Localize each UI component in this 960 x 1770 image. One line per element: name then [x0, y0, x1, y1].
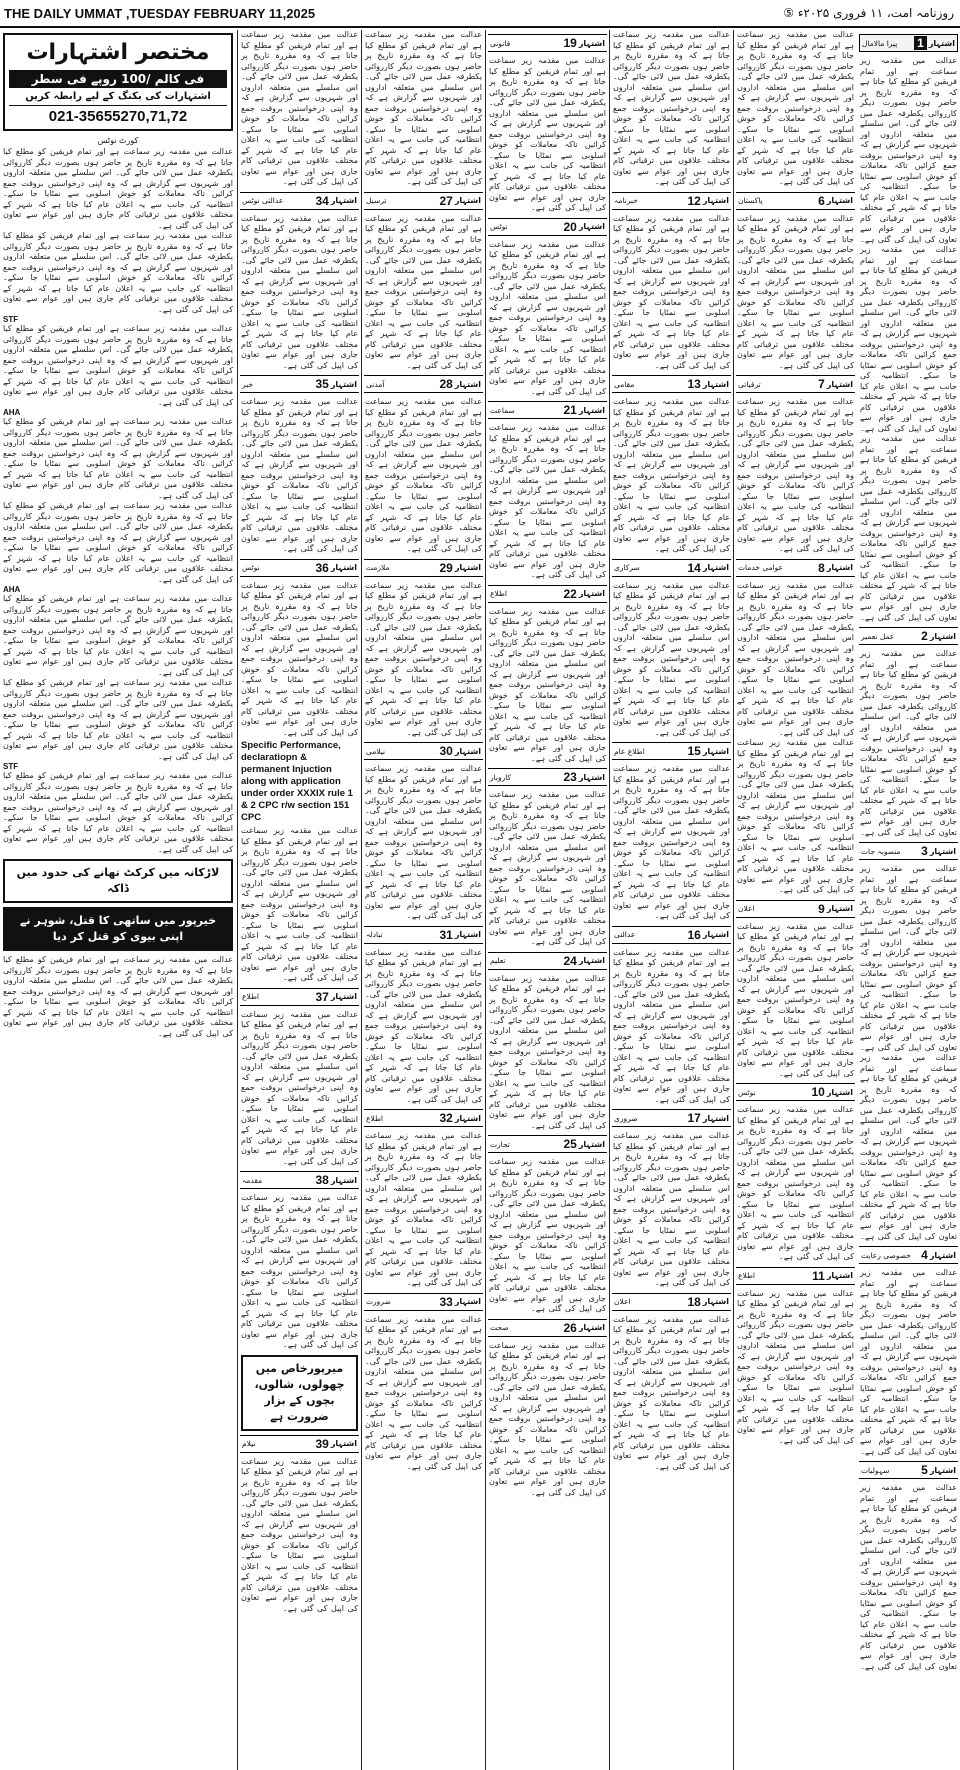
classifieds-page [0, 30, 960, 1770]
column-4: اشتہار 19 قانونی عدالت میں مقدمہ زیر سماعت ہے اور تمام فریقین کو مطلع کیا جاتا ہے کہ وہ مقررہ تاریخ پر حاضر ہوں بصورت دیگر کارروائی یکطرفہ عمل میں لائی جائے گی۔ اس سلسلے میں متعلقہ اداروں اور شہریوں سے گزارش ہے کہ وہ اپنی درخواستیں بروقت جمع کرائیں تاکہ معاملات کو خوش اسلوبی سے نمٹایا جا سکے۔ انتظامیہ کی جانب سے یہ اعلان عام کیا جاتا ہے کہ شہر کے مختلف علاقوں میں ترقیاتی کام جاری ہیں اور عوام سے تعاون کی اپیل کی گئی ہے۔ اشتہار 20 نوٹس عدالت میں مقدمہ زیر سماعت ہے اور تمام فریقین کو مطلع کیا جاتا ہے کہ وہ مقررہ تاریخ پر حاضر ہوں بصورت دیگر کارروائی یکطرفہ عمل میں لائی جائے گی۔ اس سلسلے میں متعلقہ اداروں اور شہریوں سے گزارش ہے کہ وہ اپنی درخواستیں بروقت جمع کرائیں تاکہ معاملات کو خوش اسلوبی سے نمٹایا جا سکے۔ انتظامیہ کی جانب سے یہ اعلان عام کیا جاتا ہے کہ شہر کے مختلف علاقوں میں ترقیاتی کام جاری ہیں اور عوام سے تعاون کی اپیل کی گئی ہے۔ اشتہار 21 سماعت عدالت میں مقدمہ زیر سماعت ہے اور تمام فریقین کو مطلع کیا جاتا ہے کہ وہ مقررہ تاریخ پر حاضر ہوں بصورت دیگر کارروائی یکطرفہ عمل میں لائی جائے گی۔ اس سلسلے میں متعلقہ اداروں اور شہریوں سے گزارش ہے کہ وہ اپنی درخواستیں بروقت جمع کرائیں تاکہ معاملات کو خوش اسلوبی سے نمٹایا جا سکے۔ انتظامیہ کی جانب سے یہ اعلان عام کیا جاتا ہے کہ شہر کے مختلف علاقوں میں ترقیاتی کام جاری ہیں اور عوام سے تعاون کی اپیل کی گئی ہے۔ اشتہار 22 اطلاع عدالت میں مقدمہ زیر سماعت ہے اور تمام فریقین کو مطلع کیا جاتا ہے کہ وہ مقررہ تاریخ پر حاضر ہوں بصورت دیگر کارروائی یکطرفہ عمل میں لائی جائے گی۔ اس سلسلے میں متعلقہ اداروں اور شہریوں سے گزارش ہے کہ وہ اپنی درخواستیں بروقت جمع کرائیں تاکہ معاملات کو خوش اسلوبی سے نمٹایا جا سکے۔ انتظامیہ کی جانب سے یہ اعلان عام کیا جاتا ہے کہ شہر کے مختلف علاقوں میں ترقیاتی کام جاری ہیں اور عوام سے تعاون کی اپیل کی گئی ہے۔ اشتہار 23 کاروبار عدالت میں مقدمہ زیر سماعت ہے اور تمام فریقین کو مطلع کیا جاتا ہے کہ وہ مقررہ تاریخ پر حاضر ہوں بصورت دیگر کارروائی یکطرفہ عمل میں لائی جائے گی۔ اس سلسلے میں متعلقہ اداروں اور شہریوں سے گزارش ہے کہ وہ اپنی درخواستیں بروقت جمع کرائیں تاکہ معاملات کو خوش اسلوبی سے نمٹایا جا سکے۔ انتظامیہ کی جانب سے یہ اعلان عام کیا جاتا ہے کہ شہر کے مختلف علاقوں میں ترقیاتی کام جاری ہیں اور عوام سے تعاون کی اپیل کی گئی ہے۔ اشتہار 24 تعلیم عدالت میں مقدمہ زیر سماعت ہے اور تمام فریقین کو مطلع کیا جاتا ہے کہ وہ مقررہ تاریخ پر حاضر ہوں بصورت دیگر کارروائی یکطرفہ عمل میں لائی جائے گی۔ اس سلسلے میں متعلقہ اداروں اور شہریوں سے گزارش ہے کہ وہ اپنی درخواستیں بروقت جمع کرائیں تاکہ معاملات کو خوش اسلوبی سے نمٹایا جا سکے۔ انتظامیہ کی جانب سے یہ اعلان عام کیا جاتا ہے کہ شہر کے مختلف علاقوں میں ترقیاتی کام جاری ہیں اور عوام سے تعاون کی اپیل کی گئی ہے۔ اشتہار 25 تجارت عدالت میں مقدمہ زیر سماعت ہے اور تمام فریقین کو مطلع کیا جاتا ہے کہ وہ مقررہ تاریخ پر حاضر ہوں بصورت دیگر کارروائی یکطرفہ عمل میں لائی جائے گی۔ اس سلسلے میں متعلقہ اداروں اور شہریوں سے گزارش ہے کہ وہ اپنی درخواستیں بروقت جمع کرائیں تاکہ معاملات کو خوش اسلوبی سے نمٹایا جا سکے۔ انتظامیہ کی جانب سے یہ اعلان عام کیا جاتا ہے کہ شہر کے مختلف علاقوں میں ترقیاتی کام جاری ہیں اور عوام سے تعاون کی اپیل کی گئی ہے۔ اشتہار 26 صحت عدالت میں مقدمہ زیر سماعت ہے اور تمام فریقین کو مطلع کیا جاتا ہے کہ وہ مقررہ تاریخ پر حاضر ہوں بصورت دیگر کارروائی یکطرفہ عمل میں لائی جائے گی۔ اس سلسلے میں متعلقہ اداروں اور شہریوں سے گزارش ہے کہ وہ اپنی درخواستیں بروقت جمع کرائیں تاکہ معاملات کو خوش اسلوبی سے نمٹایا جا سکے۔ انتظامیہ کی جانب سے یہ اعلان عام کیا جاتا ہے کہ شہر کے مختلف علاقوں میں ترقیاتی کام جاری ہیں اور عوام سے تعاون کی اپیل کی گئی ہے۔ [485, 30, 609, 1770]
column-6: عدالت میں مقدمہ زیر سماعت ہے اور تمام فریقین کو مطلع کیا جاتا ہے کہ وہ مقررہ تاریخ پر حاضر ہوں بصورت دیگر کارروائی یکطرفہ عمل میں لائی جائے گی۔ اس سلسلے میں متعلقہ اداروں اور شہریوں سے گزارش ہے کہ وہ اپنی درخواستیں بروقت جمع کرائیں تاکہ معاملات کو خوش اسلوبی سے نمٹایا جا سکے۔ انتظامیہ کی جانب سے یہ اعلان عام کیا جاتا ہے کہ شہر کے مختلف علاقوں میں ترقیاتی کام جاری ہیں اور عوام سے تعاون کی اپیل کی گئی ہے۔ اشتہار 34 عدالتی نوٹس عدالت میں مقدمہ زیر سماعت ہے اور تمام فریقین کو مطلع کیا جاتا ہے کہ وہ مقررہ تاریخ پر حاضر ہوں بصورت دیگر کارروائی یکطرفہ عمل میں لائی جائے گی۔ اس سلسلے میں متعلقہ اداروں اور شہریوں سے گزارش ہے کہ وہ اپنی درخواستیں بروقت جمع کرائیں تاکہ معاملات کو خوش اسلوبی سے نمٹایا جا سکے۔ انتظامیہ کی جانب سے یہ اعلان عام کیا جاتا ہے کہ شہر کے مختلف علاقوں میں ترقیاتی کام جاری ہیں اور عوام سے تعاون کی اپیل کی گئی ہے۔ اشتہار 35 خبر عدالت میں مقدمہ زیر سماعت ہے اور تمام فریقین کو مطلع کیا جاتا ہے کہ وہ مقررہ تاریخ پر حاضر ہوں بصورت دیگر کارروائی یکطرفہ عمل میں لائی جائے گی۔ اس سلسلے میں متعلقہ اداروں اور شہریوں سے گزارش ہے کہ وہ اپنی درخواستیں بروقت جمع کرائیں تاکہ معاملات کو خوش اسلوبی سے نمٹایا جا سکے۔ انتظامیہ کی جانب سے یہ اعلان عام کیا جاتا ہے کہ شہر کے مختلف علاقوں میں ترقیاتی کام جاری ہیں اور عوام سے تعاون کی اپیل کی گئی ہے۔ اشتہار 36 نوٹس عدالت میں مقدمہ زیر سماعت ہے اور تمام فریقین کو مطلع کیا جاتا ہے کہ وہ مقررہ تاریخ پر حاضر ہوں بصورت دیگر کارروائی یکطرفہ عمل میں لائی جائے گی۔ اس سلسلے میں متعلقہ اداروں اور شہریوں سے گزارش ہے کہ وہ اپنی درخواستیں بروقت جمع کرائیں تاکہ معاملات کو خوش اسلوبی سے نمٹایا جا سکے۔ انتظامیہ کی جانب سے یہ اعلان عام کیا جاتا ہے کہ شہر کے مختلف علاقوں میں ترقیاتی کام جاری ہیں اور عوام سے تعاون کی اپیل کی گئی ہے۔ Specific Performance, declaratiopn & permanent Injuction along with application under order XXXIX rule 1 & 2 CPC r/w section 151 CPC عدالت میں مقدمہ زیر سماعت ہے اور تمام فریقین کو مطلع کیا جاتا ہے کہ وہ مقررہ تاریخ پر حاضر ہوں بصورت دیگر کارروائی یکطرفہ عمل میں لائی جائے گی۔ اس سلسلے میں متعلقہ اداروں اور شہریوں سے گزارش ہے کہ وہ اپنی درخواستیں بروقت جمع کرائیں تاکہ معاملات کو خوش اسلوبی سے نمٹایا جا سکے۔ انتظامیہ کی جانب سے یہ اعلان عام کیا جاتا ہے کہ شہر کے مختلف علاقوں میں ترقیاتی کام جاری ہیں اور عوام سے تعاون کی اپیل کی گئی ہے۔ اشتہار 37 اطلاع عدالت میں مقدمہ زیر سماعت ہے اور تمام فریقین کو مطلع کیا جاتا ہے کہ وہ مقررہ تاریخ پر حاضر ہوں بصورت دیگر کارروائی یکطرفہ عمل میں لائی جائے گی۔ اس سلسلے میں متعلقہ اداروں اور شہریوں سے گزارش ہے کہ وہ اپنی درخواستیں بروقت جمع کرائیں تاکہ معاملات کو خوش اسلوبی سے نمٹایا جا سکے۔ انتظامیہ کی جانب سے یہ اعلان عام کیا جاتا ہے کہ شہر کے مختلف علاقوں میں ترقیاتی کام جاری ہیں اور عوام سے تعاون کی اپیل کی گئی ہے۔ اشتہار 38 مقدمہ عدالت میں مقدمہ زیر سماعت ہے اور تمام فریقین کو مطلع کیا جاتا ہے کہ وہ مقررہ تاریخ پر حاضر ہوں بصورت دیگر کارروائی یکطرفہ عمل میں لائی جائے گی۔ اس سلسلے میں متعلقہ اداروں اور شہریوں سے گزارش ہے کہ وہ اپنی درخواستیں بروقت جمع کرائیں تاکہ معاملات کو خوش اسلوبی سے نمٹایا جا سکے۔ انتظامیہ کی جانب سے یہ اعلان عام کیا جاتا ہے کہ شہر کے مختلف علاقوں میں ترقیاتی کام جاری ہیں اور عوام سے تعاون کی اپیل کی گئی ہے۔ میرپورخاص میں چھولوں، شالوں، بچوں کے بزار ضرورت ہے اشتہار 39 نیلام عدالت میں مقدمہ زیر سماعت ہے اور تمام فریقین کو مطلع کیا جاتا ہے کہ وہ مقررہ تاریخ پر حاضر ہوں بصورت دیگر کارروائی یکطرفہ عمل میں لائی جائے گی۔ اس سلسلے میں متعلقہ اداروں اور شہریوں سے گزارش ہے کہ وہ اپنی درخواستیں بروقت جمع کرائیں تاکہ معاملات کو خوش اسلوبی سے نمٹایا جا سکے۔ انتظامیہ کی جانب سے یہ اعلان عام کیا جاتا ہے کہ شہر کے مختلف علاقوں میں ترقیاتی کام جاری ہیں اور عوام سے تعاون کی اپیل کی گئی ہے۔ [237, 30, 361, 1770]
ad-header: اشتہار 3 منصوبہ جات [861, 844, 956, 858]
ad-header: اشتہار 1 پیرا مالامال [859, 34, 958, 52]
ad-header: اشتہار 2 عمل تعمیر [861, 629, 956, 643]
classifieds-masthead [3, 33, 233, 131]
ad-header: اشتہار 37 اطلاع [242, 989, 357, 1004]
column-3: عدالت میں مقدمہ زیر سماعت ہے اور تمام فریقین کو مطلع کیا جاتا ہے کہ وہ مقررہ تاریخ پر حاضر ہوں بصورت دیگر کارروائی یکطرفہ عمل میں لائی جائے گی۔ اس سلسلے میں متعلقہ اداروں اور شہریوں سے گزارش ہے کہ وہ اپنی درخواستیں بروقت جمع کرائیں تاکہ معاملات کو خوش اسلوبی سے نمٹایا جا سکے۔ انتظامیہ کی جانب سے یہ اعلان عام کیا جاتا ہے کہ شہر کے مختلف علاقوں میں ترقیاتی کام جاری ہیں اور عوام سے تعاون کی اپیل کی گئی ہے۔ اشتہار 12 خبرنامہ عدالت میں مقدمہ زیر سماعت ہے اور تمام فریقین کو مطلع کیا جاتا ہے کہ وہ مقررہ تاریخ پر حاضر ہوں بصورت دیگر کارروائی یکطرفہ عمل میں لائی جائے گی۔ اس سلسلے میں متعلقہ اداروں اور شہریوں سے گزارش ہے کہ وہ اپنی درخواستیں بروقت جمع کرائیں تاکہ معاملات کو خوش اسلوبی سے نمٹایا جا سکے۔ انتظامیہ کی جانب سے یہ اعلان عام کیا جاتا ہے کہ شہر کے مختلف علاقوں میں ترقیاتی کام جاری ہیں اور عوام سے تعاون کی اپیل کی گئی ہے۔ اشتہار 13 مقامی عدالت میں مقدمہ زیر سماعت ہے اور تمام فریقین کو مطلع کیا جاتا ہے کہ وہ مقررہ تاریخ پر حاضر ہوں بصورت دیگر کارروائی یکطرفہ عمل میں لائی جائے گی۔ اس سلسلے میں متعلقہ اداروں اور شہریوں سے گزارش ہے کہ وہ اپنی درخواستیں بروقت جمع کرائیں تاکہ معاملات کو خوش اسلوبی سے نمٹایا جا سکے۔ انتظامیہ کی جانب سے یہ اعلان عام کیا جاتا ہے کہ شہر کے مختلف علاقوں میں ترقیاتی کام جاری ہیں اور عوام سے تعاون کی اپیل کی گئی ہے۔ اشتہار 14 سرکاری عدالت میں مقدمہ زیر سماعت ہے اور تمام فریقین کو مطلع کیا جاتا ہے کہ وہ مقررہ تاریخ پر حاضر ہوں بصورت دیگر کارروائی یکطرفہ عمل میں لائی جائے گی۔ اس سلسلے میں متعلقہ اداروں اور شہریوں سے گزارش ہے کہ وہ اپنی درخواستیں بروقت جمع کرائیں تاکہ معاملات کو خوش اسلوبی سے نمٹایا جا سکے۔ انتظامیہ کی جانب سے یہ اعلان عام کیا جاتا ہے کہ شہر کے مختلف علاقوں میں ترقیاتی کام جاری ہیں اور عوام سے تعاون کی اپیل کی گئی ہے۔ اشتہار 15 اطلاع عام عدالت میں مقدمہ زیر سماعت ہے اور تمام فریقین کو مطلع کیا جاتا ہے کہ وہ مقررہ تاریخ پر حاضر ہوں بصورت دیگر کارروائی یکطرفہ عمل میں لائی جائے گی۔ اس سلسلے میں متعلقہ اداروں اور شہریوں سے گزارش ہے کہ وہ اپنی درخواستیں بروقت جمع کرائیں تاکہ معاملات کو خوش اسلوبی سے نمٹایا جا سکے۔ انتظامیہ کی جانب سے یہ اعلان عام کیا جاتا ہے کہ شہر کے مختلف علاقوں میں ترقیاتی کام جاری ہیں اور عوام سے تعاون کی اپیل کی گئی ہے۔ اشتہار 16 عدالتی عدالت میں مقدمہ زیر سماعت ہے اور تمام فریقین کو مطلع کیا جاتا ہے کہ وہ مقررہ تاریخ پر حاضر ہوں بصورت دیگر کارروائی یکطرفہ عمل میں لائی جائے گی۔ اس سلسلے میں متعلقہ اداروں اور شہریوں سے گزارش ہے کہ وہ اپنی درخواستیں بروقت جمع کرائیں تاکہ معاملات کو خوش اسلوبی سے نمٹایا جا سکے۔ انتظامیہ کی جانب سے یہ اعلان عام کیا جاتا ہے کہ شہر کے مختلف علاقوں میں ترقیاتی کام جاری ہیں اور عوام سے تعاون کی اپیل کی گئی ہے۔ اشتہار 17 ضروری عدالت میں مقدمہ زیر سماعت ہے اور تمام فریقین کو مطلع کیا جاتا ہے کہ وہ مقررہ تاریخ پر حاضر ہوں بصورت دیگر کارروائی یکطرفہ عمل میں لائی جائے گی۔ اس سلسلے میں متعلقہ اداروں اور شہریوں سے گزارش ہے کہ وہ اپنی درخواستیں بروقت جمع کرائیں تاکہ معاملات کو خوش اسلوبی سے نمٹایا جا سکے۔ انتظامیہ کی جانب سے یہ اعلان عام کیا جاتا ہے کہ شہر کے مختلف علاقوں میں ترقیاتی کام جاری ہیں اور عوام سے تعاون کی اپیل کی گئی ہے۔ اشتہار 18 اعلان عدالت میں مقدمہ زیر سماعت ہے اور تمام فریقین کو مطلع کیا جاتا ہے کہ وہ مقررہ تاریخ پر حاضر ہوں بصورت دیگر کارروائی یکطرفہ عمل میں لائی جائے گی۔ اس سلسلے میں متعلقہ اداروں اور شہریوں سے گزارش ہے کہ وہ اپنی درخواستیں بروقت جمع کرائیں تاکہ معاملات کو خوش اسلوبی سے نمٹایا جا سکے۔ انتظامیہ کی جانب سے یہ اعلان عام کیا جاتا ہے کہ شہر کے مختلف علاقوں میں ترقیاتی کام جاری ہیں اور عوام سے تعاون کی اپیل کی گئی ہے۔ [609, 30, 733, 1770]
ad-header: اشتہار 21 سماعت [490, 403, 605, 417]
ad-header: اشتہار 5 سہولیات [861, 1463, 956, 1477]
ad-header: اشتہار 24 تعلیم [490, 953, 605, 968]
banner-ad: خیرپور میں ساتھی کا قتل، شوہر نے اپنی بیوی کو قتل کر دیا [3, 907, 233, 951]
ad-header: اشتہار 4 خصوصی رعایت [861, 1248, 956, 1262]
ad-header: اشتہار 27 ترسیل [366, 193, 481, 208]
ad-body: عدالت میں مقدمہ زیر سماعت ہے اور تمام فریقین کو مطلع کیا جاتا ہے کہ وہ مقررہ تاریخ پر حاضر ہوں بصورت دیگر کارروائی یکطرفہ عمل میں لائی جائے گی۔ اس سلسلے میں متعلقہ اداروں اور شہریوں سے گزارش ہے کہ وہ اپنی درخواستیں بروقت جمع کرائیں تاکہ معاملات کو خوش اسلوبی سے نمٹایا جا سکے۔ انتظامیہ کی جانب سے یہ اعلان عام کیا جاتا ہے کہ شہر کے مختلف علاقوں میں ترقیاتی کام جاری ہیں اور عوام سے تعاون کی اپیل کی گئی ہے۔ [860, 56, 957, 244]
ad-header: اشتہار 31 تبادلہ [366, 927, 481, 942]
ad-header: اشتہار 15 اطلاع عام [614, 744, 729, 758]
masthead-contact: اشتہارات کی بکنگ کے لیے رابطہ کریں [25, 91, 211, 102]
ad-header: اشتہار 19 قانونی [490, 36, 605, 50]
ad-header: اشتہار 23 کاروبار [490, 770, 605, 784]
ad-header: اشتہار 14 سرکاری [614, 560, 729, 575]
ad-header: اشتہار 28 آمدنی [366, 377, 481, 391]
newspaper-date-urdu: روزنامہ امت، ۱۱ فروری ۲۰۲۵ء ⑤ [783, 6, 954, 20]
ad-header: اشتہار 36 نوٹس [242, 560, 357, 575]
ad-header: اشتہار 25 تجارت [490, 1137, 605, 1151]
ad-header: اشتہار 7 ترقیاتی [738, 377, 853, 391]
banner-ad: لاڑکانہ میں کرکٹ تھانے کی حدود میں ڈاکہ [3, 859, 233, 903]
column-1: اشتہار 1 پیرا مالامال عدالت میں مقدمہ زیر سماعت ہے اور تمام فریقین کو مطلع کیا جاتا ہے کہ وہ مقررہ تاریخ پر حاضر ہوں بصورت دیگر کارروائی یکطرفہ عمل میں لائی جائے گی۔ اس سلسلے میں متعلقہ اداروں اور شہریوں سے گزارش ہے کہ وہ اپنی درخواستیں بروقت جمع کرائیں تاکہ معاملات کو خوش اسلوبی سے نمٹایا جا سکے۔ انتظامیہ کی جانب سے یہ اعلان عام کیا جاتا ہے کہ شہر کے مختلف علاقوں میں ترقیاتی کام جاری ہیں اور عوام سے تعاون کی اپیل کی گئی ہے۔ عدالت میں مقدمہ زیر سماعت ہے اور تمام فریقین کو مطلع کیا جاتا ہے کہ وہ مقررہ تاریخ پر حاضر ہوں بصورت دیگر کارروائی یکطرفہ عمل میں لائی جائے گی۔ اس سلسلے میں متعلقہ اداروں اور شہریوں سے گزارش ہے کہ وہ اپنی درخواستیں بروقت جمع کرائیں تاکہ معاملات کو خوش اسلوبی سے نمٹایا جا سکے۔ انتظامیہ کی جانب سے یہ اعلان عام کیا جاتا ہے کہ شہر کے مختلف علاقوں میں ترقیاتی کام جاری ہیں اور عوام سے تعاون کی اپیل کی گئی ہے۔ عدالت میں مقدمہ زیر سماعت ہے اور تمام فریقین کو مطلع کیا جاتا ہے کہ وہ مقررہ تاریخ پر حاضر ہوں بصورت دیگر کارروائی یکطرفہ عمل میں لائی جائے گی۔ اس سلسلے میں متعلقہ اداروں اور شہریوں سے گزارش ہے کہ وہ اپنی درخواستیں بروقت جمع کرائیں تاکہ معاملات کو خوش اسلوبی سے نمٹایا جا سکے۔ انتظامیہ کی جانب سے یہ اعلان عام کیا جاتا ہے کہ شہر کے مختلف علاقوں میں ترقیاتی کام جاری ہیں اور عوام سے تعاون کی اپیل کی گئی ہے۔ اشتہار 2 عمل تعمیر عدالت میں مقدمہ زیر سماعت ہے اور تمام فریقین کو مطلع کیا جاتا ہے کہ وہ مقررہ تاریخ پر حاضر ہوں بصورت دیگر کارروائی یکطرفہ عمل میں لائی جائے گی۔ اس سلسلے میں متعلقہ اداروں اور شہریوں سے گزارش ہے کہ وہ اپنی درخواستیں بروقت جمع کرائیں تاکہ معاملات کو خوش اسلوبی سے نمٹایا جا سکے۔ انتظامیہ کی جانب سے یہ اعلان عام کیا جاتا ہے کہ شہر کے مختلف علاقوں میں ترقیاتی کام جاری ہیں اور عوام سے تعاون کی اپیل کی گئی ہے۔ اشتہار 3 منصوبہ جات عدالت میں مقدمہ زیر سماعت ہے اور تمام فریقین کو مطلع کیا جاتا ہے کہ وہ مقررہ تاریخ پر حاضر ہوں بصورت دیگر کارروائی یکطرفہ عمل میں لائی جائے گی۔ اس سلسلے میں متعلقہ اداروں اور شہریوں سے گزارش ہے کہ وہ اپنی درخواستیں بروقت جمع کرائیں تاکہ معاملات کو خوش اسلوبی سے نمٹایا جا سکے۔ انتظامیہ کی جانب سے یہ اعلان عام کیا جاتا ہے کہ شہر کے مختلف علاقوں میں ترقیاتی کام جاری ہیں اور عوام سے تعاون کی اپیل کی گئی ہے۔ عدالت میں مقدمہ زیر سماعت ہے اور تمام فریقین کو مطلع کیا جاتا ہے کہ وہ مقررہ تاریخ پر حاضر ہوں بصورت دیگر کارروائی یکطرفہ عمل میں لائی جائے گی۔ اس سلسلے میں متعلقہ اداروں اور شہریوں سے گزارش ہے کہ وہ اپنی درخواستیں بروقت جمع کرائیں تاکہ معاملات کو خوش اسلوبی سے نمٹایا جا سکے۔ انتظامیہ کی جانب سے یہ اعلان عام کیا جاتا ہے کہ شہر کے مختلف علاقوں میں ترقیاتی کام جاری ہیں اور عوام سے تعاون کی اپیل کی گئی ہے۔ اشتہار 4 خصوصی رعایت عدالت میں مقدمہ زیر سماعت ہے اور تمام فریقین کو مطلع کیا جاتا ہے کہ وہ مقررہ تاریخ پر حاضر ہوں بصورت دیگر کارروائی یکطرفہ عمل میں لائی جائے گی۔ اس سلسلے میں متعلقہ اداروں اور شہریوں سے گزارش ہے کہ وہ اپنی درخواستیں بروقت جمع کرائیں تاکہ معاملات کو خوش اسلوبی سے نمٹایا جا سکے۔ انتظامیہ کی جانب سے یہ اعلان عام کیا جاتا ہے کہ شہر کے مختلف علاقوں میں ترقیاتی کام جاری ہیں اور عوام سے تعاون کی اپیل کی گئی ہے۔ اشتہار 5 سہولیات عدالت میں مقدمہ زیر سماعت ہے اور تمام فریقین کو مطلع کیا جاتا ہے کہ وہ مقررہ تاریخ پر حاضر ہوں بصورت دیگر کارروائی یکطرفہ عمل میں لائی جائے گی۔ اس سلسلے میں متعلقہ اداروں اور شہریوں سے گزارش ہے کہ وہ اپنی درخواستیں بروقت جمع کرائیں تاکہ معاملات کو خوش اسلوبی سے نمٹایا جا سکے۔ انتظامیہ کی جانب سے یہ اعلان عام کیا جاتا ہے کہ شہر کے مختلف علاقوں میں ترقیاتی کام جاری ہیں اور عوام سے تعاون کی اپیل کی گئی ہے۔ [857, 30, 960, 1770]
ad-header: اشتہار 9 اعلان [738, 901, 853, 916]
aha-mark: AHA [3, 585, 21, 594]
stf-mark: STF [3, 315, 19, 324]
ad-header: اشتہار 22 اطلاع [490, 586, 605, 601]
ad-header: اشتہار 11 اطلاع [738, 1268, 853, 1283]
ad-header: اشتہار 38 مقدمہ [242, 1173, 357, 1187]
ad-header: اشتہار 34 عدالتی نوٹس [242, 193, 357, 208]
ad-header: اشتہار 33 ضرورت [366, 1294, 481, 1309]
masthead-title: مختصر اشتہارات [26, 40, 210, 65]
ad-header: اشتہار 29 ملازمت [366, 560, 481, 575]
newspaper-date-english: THE DAILY UMMAT ,TUESDAY FEBRUARY 11,2025 [4, 5, 316, 21]
ad-header: اشتہار 32 اطلاع [366, 1111, 481, 1125]
ad-header: اشتہار 26 صحت [490, 1320, 605, 1335]
ad-header: اشتہار 10 نوٹس [738, 1085, 853, 1099]
masthead-rate: فی کالم /100 روپے فی سطر [9, 70, 227, 88]
ad-header: اشتہار 16 عدالتی [614, 927, 729, 942]
ad-header: اشتہار 30 نیلامی [366, 744, 481, 758]
ad-header: اشتہار 39 نیلام [242, 1436, 357, 1451]
aha-mark: AHA [3, 408, 21, 417]
ad-header: اشتہار 17 ضروری [614, 1111, 729, 1125]
column-5: عدالت میں مقدمہ زیر سماعت ہے اور تمام فریقین کو مطلع کیا جاتا ہے کہ وہ مقررہ تاریخ پر حاضر ہوں بصورت دیگر کارروائی یکطرفہ عمل میں لائی جائے گی۔ اس سلسلے میں متعلقہ اداروں اور شہریوں سے گزارش ہے کہ وہ اپنی درخواستیں بروقت جمع کرائیں تاکہ معاملات کو خوش اسلوبی سے نمٹایا جا سکے۔ انتظامیہ کی جانب سے یہ اعلان عام کیا جاتا ہے کہ شہر کے مختلف علاقوں میں ترقیاتی کام جاری ہیں اور عوام سے تعاون کی اپیل کی گئی ہے۔ اشتہار 27 ترسیل عدالت میں مقدمہ زیر سماعت ہے اور تمام فریقین کو مطلع کیا جاتا ہے کہ وہ مقررہ تاریخ پر حاضر ہوں بصورت دیگر کارروائی یکطرفہ عمل میں لائی جائے گی۔ اس سلسلے میں متعلقہ اداروں اور شہریوں سے گزارش ہے کہ وہ اپنی درخواستیں بروقت جمع کرائیں تاکہ معاملات کو خوش اسلوبی سے نمٹایا جا سکے۔ انتظامیہ کی جانب سے یہ اعلان عام کیا جاتا ہے کہ شہر کے مختلف علاقوں میں ترقیاتی کام جاری ہیں اور عوام سے تعاون کی اپیل کی گئی ہے۔ اشتہار 28 آمدنی عدالت میں مقدمہ زیر سماعت ہے اور تمام فریقین کو مطلع کیا جاتا ہے کہ وہ مقررہ تاریخ پر حاضر ہوں بصورت دیگر کارروائی یکطرفہ عمل میں لائی جائے گی۔ اس سلسلے میں متعلقہ اداروں اور شہریوں سے گزارش ہے کہ وہ اپنی درخواستیں بروقت جمع کرائیں تاکہ معاملات کو خوش اسلوبی سے نمٹایا جا سکے۔ انتظامیہ کی جانب سے یہ اعلان عام کیا جاتا ہے کہ شہر کے مختلف علاقوں میں ترقیاتی کام جاری ہیں اور عوام سے تعاون کی اپیل کی گئی ہے۔ اشتہار 29 ملازمت عدالت میں مقدمہ زیر سماعت ہے اور تمام فریقین کو مطلع کیا جاتا ہے کہ وہ مقررہ تاریخ پر حاضر ہوں بصورت دیگر کارروائی یکطرفہ عمل میں لائی جائے گی۔ اس سلسلے میں متعلقہ اداروں اور شہریوں سے گزارش ہے کہ وہ اپنی درخواستیں بروقت جمع کرائیں تاکہ معاملات کو خوش اسلوبی سے نمٹایا جا سکے۔ انتظامیہ کی جانب سے یہ اعلان عام کیا جاتا ہے کہ شہر کے مختلف علاقوں میں ترقیاتی کام جاری ہیں اور عوام سے تعاون کی اپیل کی گئی ہے۔ اشتہار 30 نیلامی عدالت میں مقدمہ زیر سماعت ہے اور تمام فریقین کو مطلع کیا جاتا ہے کہ وہ مقررہ تاریخ پر حاضر ہوں بصورت دیگر کارروائی یکطرفہ عمل میں لائی جائے گی۔ اس سلسلے میں متعلقہ اداروں اور شہریوں سے گزارش ہے کہ وہ اپنی درخواستیں بروقت جمع کرائیں تاکہ معاملات کو خوش اسلوبی سے نمٹایا جا سکے۔ انتظامیہ کی جانب سے یہ اعلان عام کیا جاتا ہے کہ شہر کے مختلف علاقوں میں ترقیاتی کام جاری ہیں اور عوام سے تعاون کی اپیل کی گئی ہے۔ اشتہار 31 تبادلہ عدالت میں مقدمہ زیر سماعت ہے اور تمام فریقین کو مطلع کیا جاتا ہے کہ وہ مقررہ تاریخ پر حاضر ہوں بصورت دیگر کارروائی یکطرفہ عمل میں لائی جائے گی۔ اس سلسلے میں متعلقہ اداروں اور شہریوں سے گزارش ہے کہ وہ اپنی درخواستیں بروقت جمع کرائیں تاکہ معاملات کو خوش اسلوبی سے نمٹایا جا سکے۔ انتظامیہ کی جانب سے یہ اعلان عام کیا جاتا ہے کہ شہر کے مختلف علاقوں میں ترقیاتی کام جاری ہیں اور عوام سے تعاون کی اپیل کی گئی ہے۔ اشتہار 32 اطلاع عدالت میں مقدمہ زیر سماعت ہے اور تمام فریقین کو مطلع کیا جاتا ہے کہ وہ مقررہ تاریخ پر حاضر ہوں بصورت دیگر کارروائی یکطرفہ عمل میں لائی جائے گی۔ اس سلسلے میں متعلقہ اداروں اور شہریوں سے گزارش ہے کہ وہ اپنی درخواستیں بروقت جمع کرائیں تاکہ معاملات کو خوش اسلوبی سے نمٹایا جا سکے۔ انتظامیہ کی جانب سے یہ اعلان عام کیا جاتا ہے کہ شہر کے مختلف علاقوں میں ترقیاتی کام جاری ہیں اور عوام سے تعاون کی اپیل کی گئی ہے۔ اشتہار 33 ضرورت عدالت میں مقدمہ زیر سماعت ہے اور تمام فریقین کو مطلع کیا جاتا ہے کہ وہ مقررہ تاریخ پر حاضر ہوں بصورت دیگر کارروائی یکطرفہ عمل میں لائی جائے گی۔ اس سلسلے میں متعلقہ اداروں اور شہریوں سے گزارش ہے کہ وہ اپنی درخواستیں بروقت جمع کرائیں تاکہ معاملات کو خوش اسلوبی سے نمٹایا جا سکے۔ انتظامیہ کی جانب سے یہ اعلان عام کیا جاتا ہے کہ شہر کے مختلف علاقوں میں ترقیاتی کام جاری ہیں اور عوام سے تعاون کی اپیل کی گئی ہے۔ [361, 30, 485, 1770]
column-2: عدالت میں مقدمہ زیر سماعت ہے اور تمام فریقین کو مطلع کیا جاتا ہے کہ وہ مقررہ تاریخ پر حاضر ہوں بصورت دیگر کارروائی یکطرفہ عمل میں لائی جائے گی۔ اس سلسلے میں متعلقہ اداروں اور شہریوں سے گزارش ہے کہ وہ اپنی درخواستیں بروقت جمع کرائیں تاکہ معاملات کو خوش اسلوبی سے نمٹایا جا سکے۔ انتظامیہ کی جانب سے یہ اعلان عام کیا جاتا ہے کہ شہر کے مختلف علاقوں میں ترقیاتی کام جاری ہیں اور عوام سے تعاون کی اپیل کی گئی ہے۔ اشتہار 6 پاکستان عدالت میں مقدمہ زیر سماعت ہے اور تمام فریقین کو مطلع کیا جاتا ہے کہ وہ مقررہ تاریخ پر حاضر ہوں بصورت دیگر کارروائی یکطرفہ عمل میں لائی جائے گی۔ اس سلسلے میں متعلقہ اداروں اور شہریوں سے گزارش ہے کہ وہ اپنی درخواستیں بروقت جمع کرائیں تاکہ معاملات کو خوش اسلوبی سے نمٹایا جا سکے۔ انتظامیہ کی جانب سے یہ اعلان عام کیا جاتا ہے کہ شہر کے مختلف علاقوں میں ترقیاتی کام جاری ہیں اور عوام سے تعاون کی اپیل کی گئی ہے۔ اشتہار 7 ترقیاتی عدالت میں مقدمہ زیر سماعت ہے اور تمام فریقین کو مطلع کیا جاتا ہے کہ وہ مقررہ تاریخ پر حاضر ہوں بصورت دیگر کارروائی یکطرفہ عمل میں لائی جائے گی۔ اس سلسلے میں متعلقہ اداروں اور شہریوں سے گزارش ہے کہ وہ اپنی درخواستیں بروقت جمع کرائیں تاکہ معاملات کو خوش اسلوبی سے نمٹایا جا سکے۔ انتظامیہ کی جانب سے یہ اعلان عام کیا جاتا ہے کہ شہر کے مختلف علاقوں میں ترقیاتی کام جاری ہیں اور عوام سے تعاون کی اپیل کی گئی ہے۔ اشتہار 8 عوامی خدمات عدالت میں مقدمہ زیر سماعت ہے اور تمام فریقین کو مطلع کیا جاتا ہے کہ وہ مقررہ تاریخ پر حاضر ہوں بصورت دیگر کارروائی یکطرفہ عمل میں لائی جائے گی۔ اس سلسلے میں متعلقہ اداروں اور شہریوں سے گزارش ہے کہ وہ اپنی درخواستیں بروقت جمع کرائیں تاکہ معاملات کو خوش اسلوبی سے نمٹایا جا سکے۔ انتظامیہ کی جانب سے یہ اعلان عام کیا جاتا ہے کہ شہر کے مختلف علاقوں میں ترقیاتی کام جاری ہیں اور عوام سے تعاون کی اپیل کی گئی ہے۔ عدالت میں مقدمہ زیر سماعت ہے اور تمام فریقین کو مطلع کیا جاتا ہے کہ وہ مقررہ تاریخ پر حاضر ہوں بصورت دیگر کارروائی یکطرفہ عمل میں لائی جائے گی۔ اس سلسلے میں متعلقہ اداروں اور شہریوں سے گزارش ہے کہ وہ اپنی درخواستیں بروقت جمع کرائیں تاکہ معاملات کو خوش اسلوبی سے نمٹایا جا سکے۔ انتظامیہ کی جانب سے یہ اعلان عام کیا جاتا ہے کہ شہر کے مختلف علاقوں میں ترقیاتی کام جاری ہیں اور عوام سے تعاون کی اپیل کی گئی ہے۔ اشتہار 9 اعلان عدالت میں مقدمہ زیر سماعت ہے اور تمام فریقین کو مطلع کیا جاتا ہے کہ وہ مقررہ تاریخ پر حاضر ہوں بصورت دیگر کارروائی یکطرفہ عمل میں لائی جائے گی۔ اس سلسلے میں متعلقہ اداروں اور شہریوں سے گزارش ہے کہ وہ اپنی درخواستیں بروقت جمع کرائیں تاکہ معاملات کو خوش اسلوبی سے نمٹایا جا سکے۔ انتظامیہ کی جانب سے یہ اعلان عام کیا جاتا ہے کہ شہر کے مختلف علاقوں میں ترقیاتی کام جاری ہیں اور عوام سے تعاون کی اپیل کی گئی ہے۔ اشتہار 10 نوٹس عدالت میں مقدمہ زیر سماعت ہے اور تمام فریقین کو مطلع کیا جاتا ہے کہ وہ مقررہ تاریخ پر حاضر ہوں بصورت دیگر کارروائی یکطرفہ عمل میں لائی جائے گی۔ اس سلسلے میں متعلقہ اداروں اور شہریوں سے گزارش ہے کہ وہ اپنی درخواستیں بروقت جمع کرائیں تاکہ معاملات کو خوش اسلوبی سے نمٹایا جا سکے۔ انتظامیہ کی جانب سے یہ اعلان عام کیا جاتا ہے کہ شہر کے مختلف علاقوں میں ترقیاتی کام جاری ہیں اور عوام سے تعاون کی اپیل کی گئی ہے۔ اشتہار 11 اطلاع عدالت میں مقدمہ زیر سماعت ہے اور تمام فریقین کو مطلع کیا جاتا ہے کہ وہ مقررہ تاریخ پر حاضر ہوں بصورت دیگر کارروائی یکطرفہ عمل میں لائی جائے گی۔ اس سلسلے میں متعلقہ اداروں اور شہریوں سے گزارش ہے کہ وہ اپنی درخواستیں بروقت جمع کرائیں تاکہ معاملات کو خوش اسلوبی سے نمٹایا جا سکے۔ انتظامیہ کی جانب سے یہ اعلان عام کیا جاتا ہے کہ شہر کے مختلف علاقوں میں ترقیاتی کام جاری ہیں اور عوام سے تعاون کی اپیل کی گئی ہے۔ [733, 30, 857, 1770]
column-7: مختصر اشتہارات فی کالم /100 روپے فی سطر اشتہارات کی بکنگ کے لیے رابطہ کریں 021-35655270,71,72 کورٹ نوٹس عدالت میں مقدمہ زیر سماعت ہے اور تمام فریقین کو مطلع کیا جاتا ہے کہ وہ مقررہ تاریخ پر حاضر ہوں بصورت دیگر کارروائی یکطرفہ عمل میں لائی جائے گی۔ اس سلسلے میں متعلقہ اداروں اور شہریوں سے گزارش ہے کہ وہ اپنی درخواستیں بروقت جمع کرائیں تاکہ معاملات کو خوش اسلوبی سے نمٹایا جا سکے۔ انتظامیہ کی جانب سے یہ اعلان عام کیا جاتا ہے کہ شہر کے مختلف علاقوں میں ترقیاتی کام جاری ہیں اور عوام سے تعاون کی اپیل کی گئی ہے۔ عدالت میں مقدمہ زیر سماعت ہے اور تمام فریقین کو مطلع کیا جاتا ہے کہ وہ مقررہ تاریخ پر حاضر ہوں بصورت دیگر کارروائی یکطرفہ عمل میں لائی جائے گی۔ اس سلسلے میں متعلقہ اداروں اور شہریوں سے گزارش ہے کہ وہ اپنی درخواستیں بروقت جمع کرائیں تاکہ معاملات کو خوش اسلوبی سے نمٹایا جا سکے۔ انتظامیہ کی جانب سے یہ اعلان عام کیا جاتا ہے کہ شہر کے مختلف علاقوں میں ترقیاتی کام جاری ہیں اور عوام سے تعاون کی اپیل کی گئی ہے۔ STF عدالت میں مقدمہ زیر سماعت ہے اور تمام فریقین کو مطلع کیا جاتا ہے کہ وہ مقررہ تاریخ پر حاضر ہوں بصورت دیگر کارروائی یکطرفہ عمل میں لائی جائے گی۔ اس سلسلے میں متعلقہ اداروں اور شہریوں سے گزارش ہے کہ وہ اپنی درخواستیں بروقت جمع کرائیں تاکہ معاملات کو خوش اسلوبی سے نمٹایا جا سکے۔ انتظامیہ کی جانب سے یہ اعلان عام کیا جاتا ہے کہ شہر کے مختلف علاقوں میں ترقیاتی کام جاری ہیں اور عوام سے تعاون کی اپیل کی گئی ہے۔ AHA عدالت میں مقدمہ زیر سماعت ہے اور تمام فریقین کو مطلع کیا جاتا ہے کہ وہ مقررہ تاریخ پر حاضر ہوں بصورت دیگر کارروائی یکطرفہ عمل میں لائی جائے گی۔ اس سلسلے میں متعلقہ اداروں اور شہریوں سے گزارش ہے کہ وہ اپنی درخواستیں بروقت جمع کرائیں تاکہ معاملات کو خوش اسلوبی سے نمٹایا جا سکے۔ انتظامیہ کی جانب سے یہ اعلان عام کیا جاتا ہے کہ شہر کے مختلف علاقوں میں ترقیاتی کام جاری ہیں اور عوام سے تعاون کی اپیل کی گئی ہے۔ عدالت میں مقدمہ زیر سماعت ہے اور تمام فریقین کو مطلع کیا جاتا ہے کہ وہ مقررہ تاریخ پر حاضر ہوں بصورت دیگر کارروائی یکطرفہ عمل میں لائی جائے گی۔ اس سلسلے میں متعلقہ اداروں اور شہریوں سے گزارش ہے کہ وہ اپنی درخواستیں بروقت جمع کرائیں تاکہ معاملات کو خوش اسلوبی سے نمٹایا جا سکے۔ انتظامیہ کی جانب سے یہ اعلان عام کیا جاتا ہے کہ شہر کے مختلف علاقوں میں ترقیاتی کام جاری ہیں اور عوام سے تعاون کی اپیل کی گئی ہے۔ AHA عدالت میں مقدمہ زیر سماعت ہے اور تمام فریقین کو مطلع کیا جاتا ہے کہ وہ مقررہ تاریخ پر حاضر ہوں بصورت دیگر کارروائی یکطرفہ عمل میں لائی جائے گی۔ اس سلسلے میں متعلقہ اداروں اور شہریوں سے گزارش ہے کہ وہ اپنی درخواستیں بروقت جمع کرائیں تاکہ معاملات کو خوش اسلوبی سے نمٹایا جا سکے۔ انتظامیہ کی جانب سے یہ اعلان عام کیا جاتا ہے کہ شہر کے مختلف علاقوں میں ترقیاتی کام جاری ہیں اور عوام سے تعاون کی اپیل کی گئی ہے۔ عدالت میں مقدمہ زیر سماعت ہے اور تمام فریقین کو مطلع کیا جاتا ہے کہ وہ مقررہ تاریخ پر حاضر ہوں بصورت دیگر کارروائی یکطرفہ عمل میں لائی جائے گی۔ اس سلسلے میں متعلقہ اداروں اور شہریوں سے گزارش ہے کہ وہ اپنی درخواستیں بروقت جمع کرائیں تاکہ معاملات کو خوش اسلوبی سے نمٹایا جا سکے۔ انتظامیہ کی جانب سے یہ اعلان عام کیا جاتا ہے کہ شہر کے مختلف علاقوں میں ترقیاتی کام جاری ہیں اور عوام سے تعاون کی اپیل کی گئی ہے۔ STF عدالت میں مقدمہ زیر سماعت ہے اور تمام فریقین کو مطلع کیا جاتا ہے کہ وہ مقررہ تاریخ پر حاضر ہوں بصورت دیگر کارروائی یکطرفہ عمل میں لائی جائے گی۔ اس سلسلے میں متعلقہ اداروں اور شہریوں سے گزارش ہے کہ وہ اپنی درخواستیں بروقت جمع کرائیں تاکہ معاملات کو خوش اسلوبی سے نمٹایا جا سکے۔ انتظامیہ کی جانب سے یہ اعلان عام کیا جاتا ہے کہ شہر کے مختلف علاقوں میں ترقیاتی کام جاری ہیں اور عوام سے تعاون کی اپیل کی گئی ہے۔ لاڑکانہ میں کرکٹ تھانے کی حدود میں ڈاکہ خیرپور میں ساتھی کا قتل، شوہر نے اپنی بیوی کو قتل کر دیا عدالت میں مقدمہ زیر سماعت ہے اور تمام فریقین کو مطلع کیا جاتا ہے کہ وہ مقررہ تاریخ پر حاضر ہوں بصورت دیگر کارروائی یکطرفہ عمل میں لائی جائے گی۔ اس سلسلے میں متعلقہ اداروں اور شہریوں سے گزارش ہے کہ وہ اپنی درخواستیں بروقت جمع کرائیں تاکہ معاملات کو خوش اسلوبی سے نمٹایا جا سکے۔ انتظامیہ کی جانب سے یہ اعلان عام کیا جاتا ہے کہ شہر کے مختلف علاقوں میں ترقیاتی کام جاری ہیں اور عوام سے تعاون کی اپیل کی گئی ہے۔ [0, 30, 236, 1770]
ad-header: اشتہار 20 نوٹس [490, 219, 605, 234]
banner-ad: میرپورخاص میں چھولوں، شالوں، بچوں کے بزار ضرورت ہے [241, 1355, 358, 1431]
stf-mark: STF [3, 762, 19, 771]
ad-header: اشتہار 18 اعلان [614, 1294, 729, 1309]
english-legal-text: Specific Performance, declaratiopn & permanent Injuction along with application under order XXXIX rule 1 & 2 CPC r/w section 151 CPC [241, 740, 353, 823]
ad-header: اشتہار 6 پاکستان [738, 193, 853, 208]
ad-header: اشتہار 12 خبرنامہ [614, 193, 729, 208]
page-header [0, 0, 960, 28]
masthead-phone: 021-35655270,71,72 [9, 105, 227, 125]
court-notice-label: کورٹ نوٹس [97, 136, 139, 145]
ad-header: اشتہار 8 عوامی خدمات [738, 560, 853, 575]
ad-header: اشتہار 35 خبر [242, 377, 357, 391]
ad-header: اشتہار 13 مقامی [614, 377, 729, 391]
